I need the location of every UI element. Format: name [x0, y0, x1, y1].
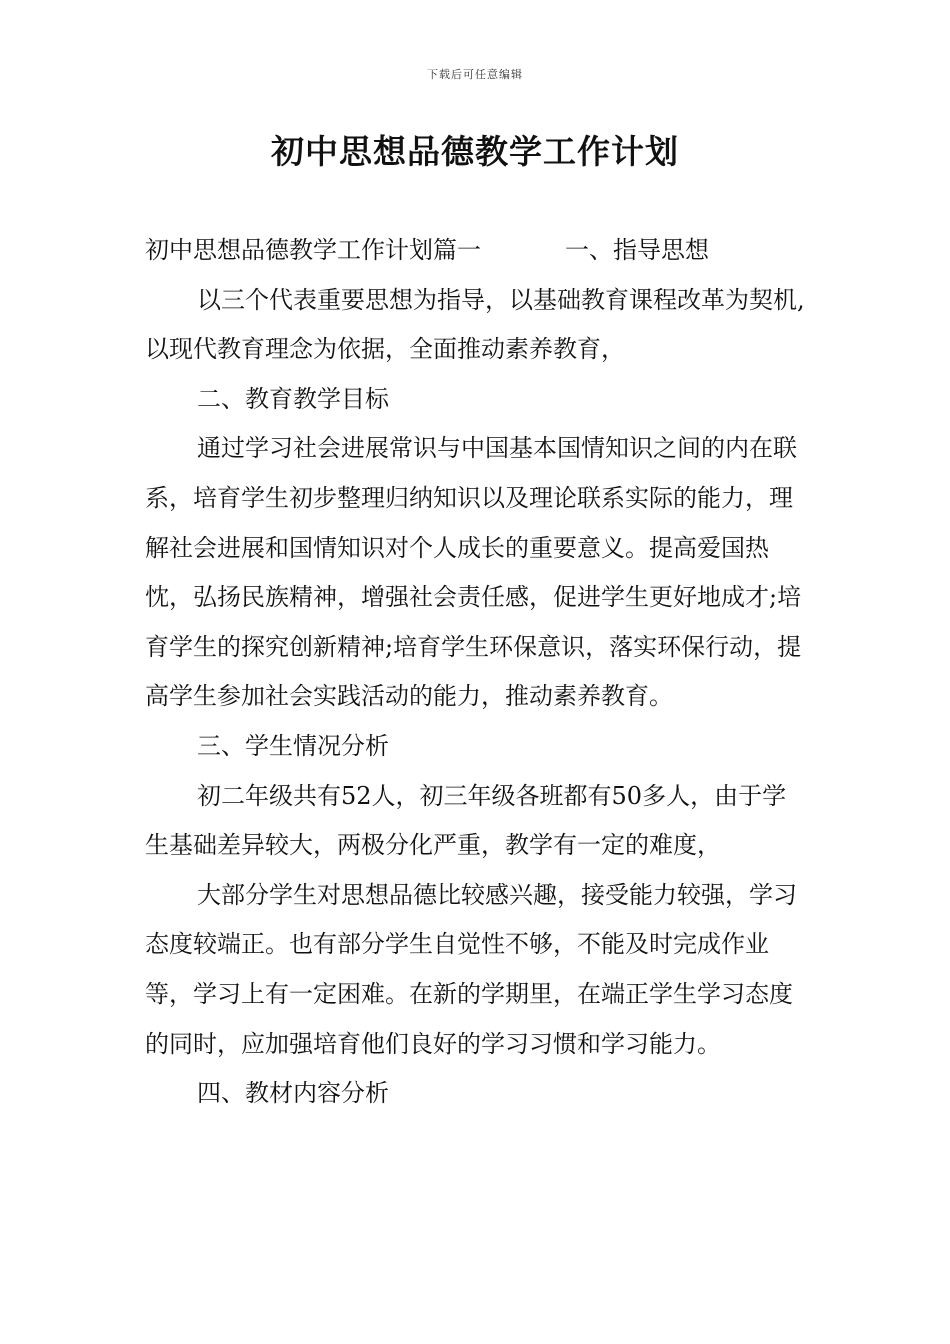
- section4-heading: 四、教材内容分析: [197, 1079, 389, 1108]
- document-title: 初中思想品德教学工作计划: [271, 132, 679, 171]
- section1-heading: 一、指导思想: [565, 236, 709, 264]
- section3-heading: 三、学生情况分析: [197, 731, 389, 760]
- section1-paragraph: 以三个代表重要思想为指导，以基础教育课程改革为契机,以现代教育理念为依据，全面推动素养教育，: [145, 285, 805, 364]
- section3-paragraph-1: 初二年级共有52人，初三年级各班都有50多人，由于学生基础差异较大，两极分化严重，教学有一定的难度，: [145, 781, 787, 860]
- section2-paragraph: 通过学习社会进展常识与中国基本国情知识之间的内在联系，培育学生初步整理归纳知识以及理论联系实际的能力，理解社会进展和国情知识对个人成长的重要意义。提高爱国热忱，弘扬民族精神，增强社会责任感，促进学生更好地成才;培育学生的探究创新精神;培育学生环保意识，落实环保行动，提高学生参加社会实践活动的能力，推动素养教育。: [145, 434, 802, 711]
- header-note: 下载后可任意编辑: [427, 68, 523, 81]
- intro-line: [145, 226, 810, 276]
- intro-label: 初中思想品德教学工作计划篇一: [145, 236, 481, 264]
- section3-paragraph-2: 大部分学生对思想品德比较感兴趣，接受能力较强，学习态度较端正。也有部分学生自觉性不够，不能及时完成作业等，学习上有一定困难。在新的学期里，在端正学生学习态度的同时，应加强培育他们良好的学习习惯和学习能力。: [145, 880, 797, 1058]
- section2-heading: 二、教育教学目标: [197, 384, 389, 413]
- document-body: [145, 226, 810, 1119]
